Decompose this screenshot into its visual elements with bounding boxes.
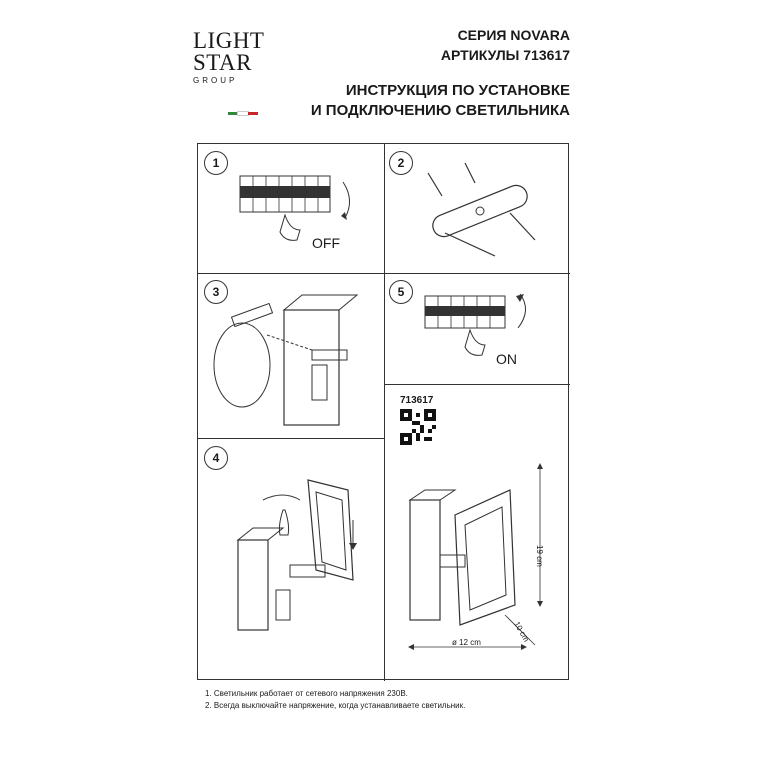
breaker-on-illustration <box>420 290 535 365</box>
wiring-illustration <box>212 290 377 430</box>
series-title: СЕРИЯ NOVARA <box>457 27 570 43</box>
dimension-width: ø 12 cm <box>452 638 481 647</box>
grid-divider-row-2-right <box>384 384 570 385</box>
product-dimension-drawing <box>400 455 550 660</box>
grid-divider-row-2-left <box>198 438 384 439</box>
logo-line-2: STAR <box>193 50 252 75</box>
grid-divider-vertical-bottom <box>384 384 385 681</box>
step-5-badge: 5 <box>389 280 413 304</box>
qr-code-icon <box>400 409 436 445</box>
instruction-title-line-2: И ПОДКЛЮЧЕНИЮ СВЕТИЛЬНИКА <box>310 102 570 119</box>
grid-divider-row-1 <box>198 273 570 274</box>
grid-divider-vertical-top <box>384 144 385 384</box>
installation-notes <box>205 688 465 712</box>
bulb-install-illustration <box>228 470 368 640</box>
articles-title: АРТИКУЛЫ 713617 <box>440 47 570 63</box>
note-voltage: 1. Светильник работает от сетевого напряжения 230В. <box>205 689 408 698</box>
logo-line-3: GROUP <box>193 76 238 85</box>
mounting-bar-illustration <box>420 158 550 263</box>
switch-off-label: OFF <box>312 235 340 251</box>
step-1-badge: 1 <box>204 151 228 175</box>
dimension-depth: 10 cm <box>512 620 531 644</box>
step-3-badge: 3 <box>204 280 228 304</box>
logo-line-1: LIGHT <box>193 28 265 53</box>
italian-flag-icon <box>228 102 258 105</box>
dimension-height: 19 cm <box>535 545 544 567</box>
note-power-off: 2. Всегда выключайте напряжение, когда устанавливаете светильник. <box>205 701 466 710</box>
switch-on-label: ON <box>496 351 517 367</box>
product-article-code: 713617 <box>400 395 434 406</box>
breaker-off-illustration <box>235 170 365 255</box>
step-4-badge: 4 <box>204 446 228 470</box>
step-2-badge: 2 <box>389 151 413 175</box>
instruction-title-line-1: ИНСТРУКЦИЯ ПО УСТАНОВКЕ <box>345 82 570 99</box>
brand-logo <box>193 30 268 102</box>
